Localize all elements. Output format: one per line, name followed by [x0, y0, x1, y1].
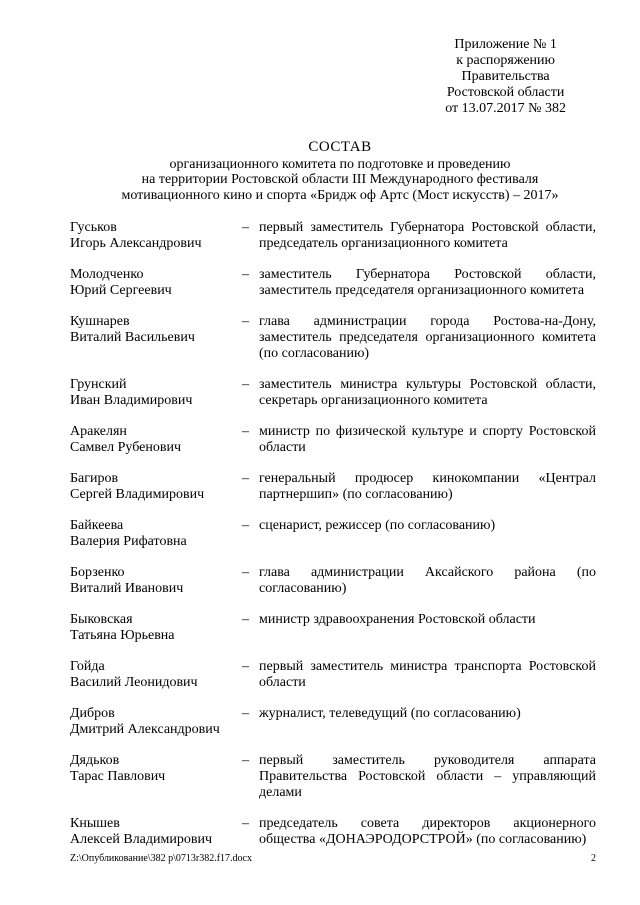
member-given-name: Тарас Павлович: [70, 769, 166, 784]
member-name: [70, 314, 242, 362]
heading-line: организационного комитета по подготовке и проведению: [169, 156, 511, 172]
member-dash: –: [242, 267, 249, 282]
member-surname: Гойда: [70, 659, 105, 674]
file-path: Z:\Опубликование\382 р\0713r382.f17.docx: [70, 853, 252, 864]
member-role: сценарист, режиссер (по согласованию): [259, 518, 496, 533]
member-surname: Грунский: [70, 377, 127, 392]
annex-line: к распоряжению: [456, 53, 555, 68]
member-role: журналист, телеведущий (по согласованию): [259, 706, 521, 721]
member-dash: –: [242, 220, 249, 235]
member-surname: Кушнарев: [70, 314, 130, 329]
member-row: [70, 471, 596, 503]
member-dash: –: [242, 706, 249, 721]
member-surname: Байкеева: [70, 518, 124, 533]
member-name: [70, 267, 242, 299]
member-name: [70, 377, 242, 409]
member-surname: Дядьков: [70, 753, 120, 768]
member-role: министр здравоохранения Ростовской области: [259, 612, 536, 627]
member-dash: –: [242, 471, 249, 486]
member-name: [70, 518, 242, 550]
member-surname: Быковская: [70, 612, 133, 627]
annex-line: Правительства: [461, 69, 550, 84]
member-given-name: Юрий Сергеевич: [70, 283, 172, 298]
member-given-name: Алексей Владимирович: [70, 832, 213, 847]
member-name: [70, 471, 242, 503]
members-list: [70, 220, 596, 863]
member-given-name: Сергей Владимирович: [70, 487, 205, 502]
member-name: [70, 612, 242, 644]
member-name: [70, 659, 242, 691]
member-row: [70, 659, 596, 691]
member-given-name: Василий Леонидович: [70, 675, 198, 690]
member-given-name: Валерия Рифатовна: [70, 534, 187, 549]
annex-line: от 13.07.2017 № 382: [445, 101, 566, 116]
member-name: [70, 565, 242, 597]
member-given-name: Иван Владимирович: [70, 393, 193, 408]
member-role: глава администрации Аксайского района (по согласованию): [259, 565, 596, 596]
member-dash: –: [242, 518, 249, 533]
member-role: первый заместитель Губернатора Ростовской области, председатель организационного комитета: [259, 220, 596, 251]
member-given-name: Виталий Иванович: [70, 581, 184, 596]
member-dash: –: [242, 424, 249, 439]
member-row: [70, 220, 596, 252]
member-name: [70, 816, 242, 848]
member-dash: –: [242, 659, 249, 674]
member-row: [70, 706, 596, 738]
member-role: первый заместитель министра транспорта Ростовской области: [259, 659, 596, 690]
member-surname: Борзенко: [70, 565, 125, 580]
member-row: [70, 424, 596, 456]
member-row: [70, 377, 596, 409]
member-surname: Аракелян: [70, 424, 127, 439]
member-surname: Кнышев: [70, 816, 120, 831]
member-role: министр по физической культуре и спорту Ростовской области: [259, 424, 596, 455]
document-title: СОСТАВ: [308, 139, 372, 155]
annex-block: [445, 37, 566, 117]
member-row: [70, 753, 596, 801]
page-number: 2: [591, 853, 596, 864]
heading-line: мотивационного кино и спорта «Бридж оф Артс (Мост искусств) – 2017»: [121, 187, 559, 203]
member-role: генеральный продюсер кинокомпании «Централ партнершип» (по согласованию): [259, 471, 596, 502]
member-row: [70, 314, 596, 362]
member-given-name: Татьяна Юрьевна: [70, 628, 175, 643]
member-name: [70, 424, 242, 456]
member-given-name: Самвел Рубенович: [70, 440, 182, 455]
member-role: первый заместитель руководителя аппарата Правительства Ростовской области – управляющий делами: [259, 753, 596, 800]
member-dash: –: [242, 612, 249, 627]
member-row: [70, 612, 596, 644]
member-row: [70, 518, 596, 550]
member-name: [70, 706, 242, 738]
member-role: заместитель министра культуры Ростовской области, секретарь организационного комитета: [259, 377, 596, 408]
member-dash: –: [242, 565, 249, 580]
member-role: председатель совета директоров акционерного общества «ДОНАЭРОДОРСТРОЙ» (по согласованию): [259, 816, 596, 847]
member-given-name: Дмитрий Александрович: [70, 722, 220, 737]
member-surname: Молодченко: [70, 267, 144, 282]
member-row: [70, 565, 596, 597]
member-role: заместитель Губернатора Ростовской области, заместитель председателя организационного комитета: [259, 267, 596, 298]
annex-line: Приложение № 1: [454, 37, 557, 52]
member-surname: Багиров: [70, 471, 119, 486]
member-row: [70, 816, 596, 848]
member-surname: Дибров: [70, 706, 115, 721]
member-row: [70, 267, 596, 299]
member-dash: –: [242, 314, 249, 329]
member-given-name: Игорь Александрович: [70, 236, 202, 251]
member-name: [70, 220, 242, 252]
heading-line: на территории Ростовской области III Международного фестиваля: [141, 172, 539, 187]
member-role: глава администрации города Ростова-на-Дону, заместитель председателя организационного комитета (по согласованию): [259, 314, 596, 361]
member-dash: –: [242, 377, 249, 392]
member-dash: –: [242, 816, 249, 831]
annex-line: Ростовской области: [446, 85, 565, 100]
member-surname: Гуськов: [70, 220, 117, 235]
page-footer: [70, 853, 596, 864]
member-name: [70, 753, 242, 801]
member-dash: –: [242, 753, 249, 768]
member-given-name: Виталий Васильевич: [70, 330, 195, 345]
document-heading: [40, 140, 640, 203]
